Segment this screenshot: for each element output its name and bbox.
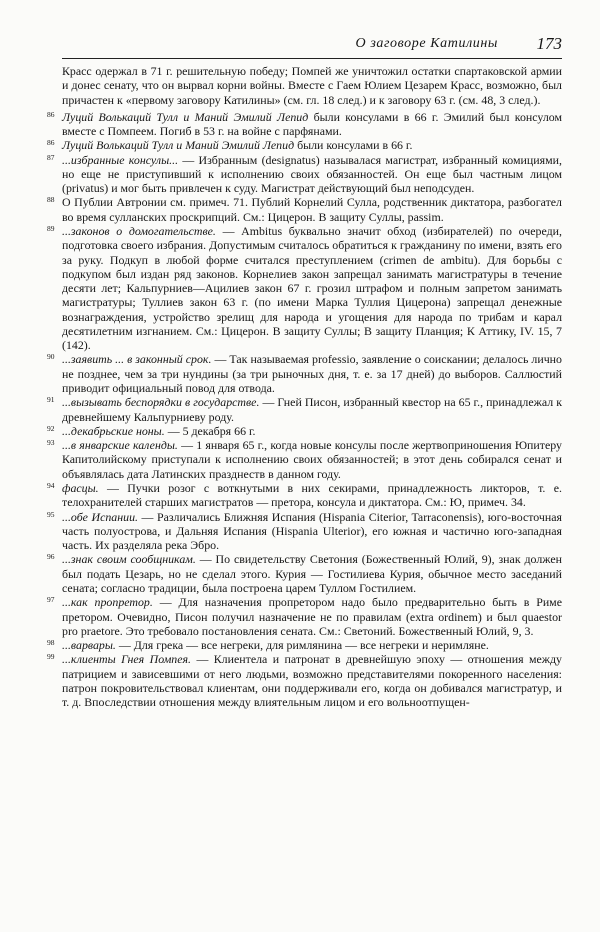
note-text: — Для грека — все негреки, для римлянина — все негреки и неримляне. (118, 638, 489, 653)
note-number: 95 (47, 509, 55, 519)
note-text: О Публии Автронии см. примеч. 71. Публий Корнелий Сулла, родственник диктатора, разбогател во время сулланских проскрипций. См.: Цицерон. В защиту Суллы, passim. (62, 195, 562, 224)
note-text: — Для назначения пропретором надо было предварительно быть в Риме претором. Очевидно, Писон получил назначение не по правилам (extra ordinem) и был quaestor pro praetore. Это требовало постановления сената. См.: Светоний. Божественный Юлий, 9, 3. (62, 595, 562, 638)
note (47, 509, 562, 553)
note (47, 223, 562, 353)
note-number: 97 (47, 595, 55, 605)
page-header (62, 32, 562, 59)
note-number: 89 (47, 223, 55, 233)
note-text: — Клиентела и патронат в древнейшую эпоху — отношения между патрицием и зависевшими от него людьми, возможно представителями покоренного населения: патрон покровительствовал клиентам, они поддерживали его, когда он добивался магистратур, и т. д. Впоследствии отношения между влиятельным лицом и его вольноотпущен- (62, 652, 562, 710)
note (47, 638, 562, 653)
note-number: 90 (47, 352, 55, 362)
note-continuation: Красс одержал в 71 г. решительную победу; Помпей же уничтожил остатки спартаковской армии и донес сенату, что он вырвал корни войны. Вместе с Гаем Юлием Цезарем Красс, возможно, был причастен к «первому заговору Катилины» (см. гл. 18 след.) и к заговору 63 г. (см. 48, 3 след.). (62, 64, 562, 107)
note-text: — Гней Писон, избранный квестор на 65 г., принадлежал к древнейшему Кальпурниеву роду. (62, 395, 562, 424)
note-lemma: ...в январские календы. (62, 438, 178, 453)
note (47, 138, 562, 153)
note-lemma: фасцы. (62, 481, 99, 495)
note-text: — 5 декабря 66 г. (167, 423, 256, 438)
note-text: — Пучки розог с воткнутыми в них секирами, принадлежность ликторов, т. е. телохранителей старших магистратов — претора, консула и диктатора. См.: Ю, примеч. 34. (62, 481, 562, 510)
note-text: были консулами в 66 г. (297, 138, 413, 153)
note-lemma: Луций Волькаций Тулл и Маний Эмилий Лепид (62, 138, 295, 153)
note-lemma: ...заявить ... в законный срок. (62, 352, 212, 367)
notes-section (47, 64, 562, 710)
note-text: — Ambitus буквально значит обход (избирателей) по очереди, подготовка своего избрания. Допустимым считалось обратиться к гражданину по имени, взять его за руку. Подкуп в любой форме считался преступлением (crimen de ambitu). Для борьбы с подкупом был издан ряд законов. Корнелиев закон запрещал занимать магистратуры в течение десяти лет; Кальпурниев—Ацилиев закон 67 г. грозил штрафом и полным запретом занимать магистратуры; Туллиев закон 63 г. (по имени Марка Туллия Цицерона) запрещал денежные вознаграждения, устройство зрелищ для народа и угощения для народа по трибам и карал десятилетним изгнанием. См.: Цицерон. В защиту Суллы; В защиту Планция; К Аттику, IV. 15, 7 (142). (62, 223, 562, 353)
note (47, 195, 562, 224)
page-number: 173 (536, 34, 562, 53)
note-text: — Различались Ближняя Испания (Hispania Citerior, Tarraconensis), юго-восточная часть полуострова, и Дальняя Испания (Hispania Ulterior), его южная и частично юго-западная часть. Их разделяла река Эбро. (62, 509, 562, 553)
note-text: — По свидетельству Светония (Божественный Юлий, 9), знак должен был подать Цезарь, но не сделал этого. Курия — Гостилиева Курия, обычное место заседаний сената; согласно традиции, была построена царем Туллом Гостилием. (62, 552, 562, 595)
note-lemma: ...варвары. (62, 638, 116, 653)
note (47, 352, 562, 396)
note-lemma: ...знак своим сообщникам. (62, 552, 196, 567)
note (47, 481, 562, 510)
note-lemma: Луций Волькаций Тулл и Маний Эмилий Лепид (62, 109, 309, 124)
note-number: 99 (47, 652, 55, 662)
note-number: 94 (47, 481, 55, 490)
note-lemma: ...клиенты Гнея Помпея. (62, 652, 192, 667)
note-number: 86 (47, 138, 55, 148)
note-lemma: ...вызывать беспорядки в государстве. (62, 395, 260, 410)
note-number: 92 (47, 423, 55, 433)
note (47, 552, 562, 595)
note-text: были консулами в 66 г. Эмилий был консулом вместе с Помпеем. Погиб в 53 г. на войне с парфянами. (62, 109, 562, 138)
note (47, 395, 562, 424)
note-number: 98 (47, 638, 55, 648)
note (47, 109, 562, 139)
note-lemma: ...избранные консулы... (62, 152, 179, 167)
note (47, 438, 562, 481)
note-number: 91 (47, 395, 55, 405)
note-number: 87 (47, 152, 55, 162)
note (47, 595, 562, 638)
note-number: 96 (47, 552, 55, 562)
note-text: — Избранным (designatus) называлася магистрат, избранный комициями, но еще не приступивший к исполнению своих обязанностей. Он еще был частным лицом (privatus) и мог быть привлечен к суду. Магистрат действующий был неподсуден. (62, 152, 562, 196)
note (47, 652, 562, 710)
note-lemma: ...законов о домогательстве. (62, 223, 216, 238)
note-lemma: ...обе Испании. (62, 509, 139, 524)
note-text: — Так называемая professio, заявление о соискании; делалось лично не позднее, чем за три нундины (за три рыночных дня, т. е. за 17 дней) до выборов. Саллюстий приводит официальный повод для отвода. (62, 352, 562, 396)
note-lemma: ...декабрьские ноны. (62, 423, 165, 438)
note-number: 86 (47, 109, 55, 119)
running-title: О заговоре Катилины (355, 36, 498, 51)
note (47, 423, 562, 438)
note-number: 93 (47, 438, 55, 448)
note-number: 88 (47, 195, 55, 205)
note-lemma: ...как пропретор. (62, 595, 153, 610)
note (47, 152, 562, 196)
note-text: — 1 января 65 г., когда новые консулы после жертвоприношения Юпитеру Капитолийскому приступали к исполнению своих обязанностей; в этот день собирался сенат и объявлялась дата Латинских празднеств в данном году. (62, 438, 562, 481)
